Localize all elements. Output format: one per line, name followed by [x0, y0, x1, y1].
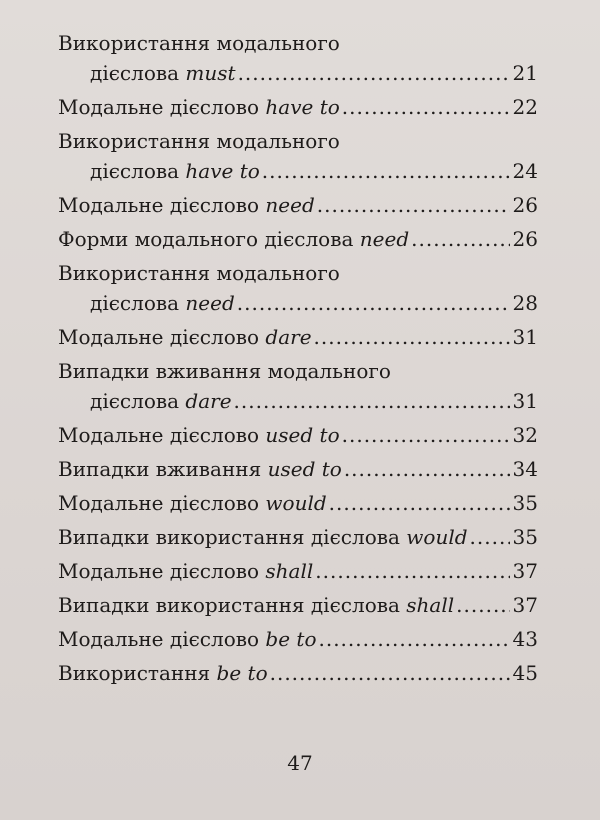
toc-entry-title-plain: Випадки використання дієслова: [58, 525, 407, 549]
toc-entry-page: 45: [512, 661, 538, 685]
dot-leader: [342, 94, 510, 120]
toc-entry-leader-line: [58, 422, 538, 448]
toc-entry-title-end: [58, 456, 342, 482]
toc-entry-title-end: [58, 324, 312, 350]
toc-entry-title-plain: дієслова: [90, 61, 186, 85]
toc-entry-title-end: [58, 558, 313, 584]
toc-entry-title-end: [58, 524, 468, 550]
toc-entry: [58, 128, 538, 192]
toc-entry-title-italic: dare: [185, 389, 232, 413]
toc-entry-page: 37: [512, 559, 538, 583]
dot-leader: [262, 158, 510, 184]
toc-entry: [58, 592, 538, 626]
dot-leader: [234, 388, 510, 414]
toc-entry-page: 28: [512, 291, 538, 315]
toc-entry-title-italic: used to: [267, 457, 342, 481]
toc-entry-leader-line: [58, 524, 538, 550]
toc-entry-leader-line: [58, 192, 538, 218]
dot-leader: [318, 626, 510, 652]
toc-entry-title-italic: have to: [265, 95, 340, 119]
toc-entry-leader-line: [90, 158, 538, 184]
toc-entry-title-italic: be to: [216, 661, 268, 685]
toc-entry-title-line: Випадки вживання модального: [58, 359, 391, 383]
toc-entry-title-italic: shall: [406, 593, 455, 617]
toc-entry-title-end: [90, 290, 235, 316]
toc-entry-title-plain: Форми модального дієслова: [58, 227, 360, 251]
toc-entry-title-italic: need: [359, 227, 410, 251]
toc-entry-title-plain: Модальне дієслово: [58, 559, 266, 583]
toc-entry-title-end: [58, 490, 327, 516]
toc-entry-page: 22: [512, 95, 538, 119]
toc-entry-leader-line: [90, 388, 538, 414]
toc-entry-leader-line: [58, 490, 538, 516]
toc-entry-title-italic: used to: [265, 423, 340, 447]
toc-entry-title-end: [58, 592, 454, 618]
toc-entry-page: 31: [512, 389, 538, 413]
toc-entry-title-plain: Модальне дієслово: [58, 95, 266, 119]
dot-leader: [344, 456, 510, 482]
toc-entry-title-plain: Модальне дієслово: [58, 423, 266, 447]
dot-leader: [315, 558, 510, 584]
toc-entry-leader-line: [58, 226, 538, 252]
toc-entry-title-end: [58, 660, 268, 686]
dot-leader: [314, 324, 510, 350]
toc-entry: [58, 192, 538, 226]
toc-entry-page: 32: [512, 423, 538, 447]
toc-entry-title-end: [58, 192, 315, 218]
toc-entry-leader-line: [58, 456, 538, 482]
toc-entry: [58, 260, 538, 324]
toc-entry-title-italic: would: [265, 491, 327, 515]
dot-leader: [238, 60, 510, 86]
toc-entry-page: 21: [512, 61, 538, 85]
toc-entry-page: 35: [512, 491, 538, 515]
toc-entry-leader-line: [58, 592, 538, 618]
toc-entry-page: 24: [512, 159, 538, 183]
toc-entry: [58, 422, 538, 456]
dot-leader: [237, 290, 510, 316]
toc-entry: [58, 94, 538, 128]
toc-entry-leader-line: [58, 558, 538, 584]
toc-entry-title-italic: must: [185, 61, 236, 85]
toc-entry-title-end: [58, 626, 316, 652]
toc-entry-page: 26: [512, 227, 538, 251]
dot-leader: [411, 226, 510, 252]
toc-entry-title-line: Використання модального: [58, 129, 340, 153]
toc-entry-page: 26: [512, 193, 538, 217]
toc-entry-title-plain: Модальне дієслово: [58, 325, 266, 349]
toc-entry-title-italic: need: [265, 193, 315, 217]
dot-leader: [470, 524, 510, 550]
toc-entry: [58, 456, 538, 490]
toc-entry-leader-line: [90, 290, 538, 316]
toc-entry-title-line: Використання модального: [58, 31, 340, 55]
toc-entry-leader-line: [58, 660, 538, 686]
toc-entry-page: 43: [512, 627, 538, 651]
toc-entry: [58, 358, 538, 422]
toc-entry-title-italic: dare: [265, 325, 312, 349]
toc-entry-page: 31: [512, 325, 538, 349]
toc-entry-title-end: [90, 60, 236, 86]
page-number: 47: [287, 751, 313, 775]
toc-entry: [58, 324, 538, 358]
toc-entry-title-italic: need: [185, 291, 235, 315]
toc-entry-title-plain: Модальне дієслово: [58, 193, 266, 217]
toc-entry: [58, 660, 538, 694]
toc-entry: [58, 30, 538, 94]
toc-entry-title-plain: Модальне дієслово: [58, 627, 266, 651]
toc-entry-title-end: [90, 388, 232, 414]
toc-entry-leader-line: [58, 94, 538, 120]
toc-entry-title-plain: Випадки використання дієслова: [58, 593, 407, 617]
toc-entry: [58, 558, 538, 592]
dot-leader: [329, 490, 510, 516]
toc-entry: [58, 626, 538, 660]
toc-entry-title-end: [90, 158, 260, 184]
toc-entry-title-end: [58, 422, 340, 448]
dot-leader: [342, 422, 510, 448]
toc-entry-title-plain: Модальне дієслово: [58, 491, 266, 515]
toc-entry-title-end: [58, 94, 340, 120]
toc-entry: [58, 226, 538, 260]
toc-entry-page: 34: [512, 457, 538, 481]
dot-leader: [270, 660, 510, 686]
table-of-contents: [58, 30, 538, 694]
toc-entry-title-italic: have to: [185, 159, 260, 183]
toc-entry-leader-line: [90, 60, 538, 86]
toc-entry: [58, 524, 538, 558]
toc-entry-page: 37: [512, 593, 538, 617]
toc-entry: [58, 490, 538, 524]
toc-entry-title-plain: Випадки вживання: [58, 457, 268, 481]
toc-entry-title-plain: дієслова: [90, 389, 186, 413]
toc-entry-title-line: Використання модального: [58, 261, 340, 285]
toc-entry-title-plain: дієслова: [90, 291, 186, 315]
toc-entry-title-italic: would: [406, 525, 468, 549]
toc-entry-leader-line: [58, 324, 538, 350]
toc-entry-title-italic: shall: [265, 559, 314, 583]
toc-entry-leader-line: [58, 626, 538, 652]
toc-entry-title-italic: be to: [265, 627, 317, 651]
toc-entry-title-end: [58, 226, 409, 252]
dot-leader: [317, 192, 510, 218]
toc-entry-title-plain: Використання: [58, 661, 217, 685]
dot-leader: [456, 592, 510, 618]
toc-entry-title-plain: дієслова: [90, 159, 186, 183]
toc-entry-page: 35: [512, 525, 538, 549]
